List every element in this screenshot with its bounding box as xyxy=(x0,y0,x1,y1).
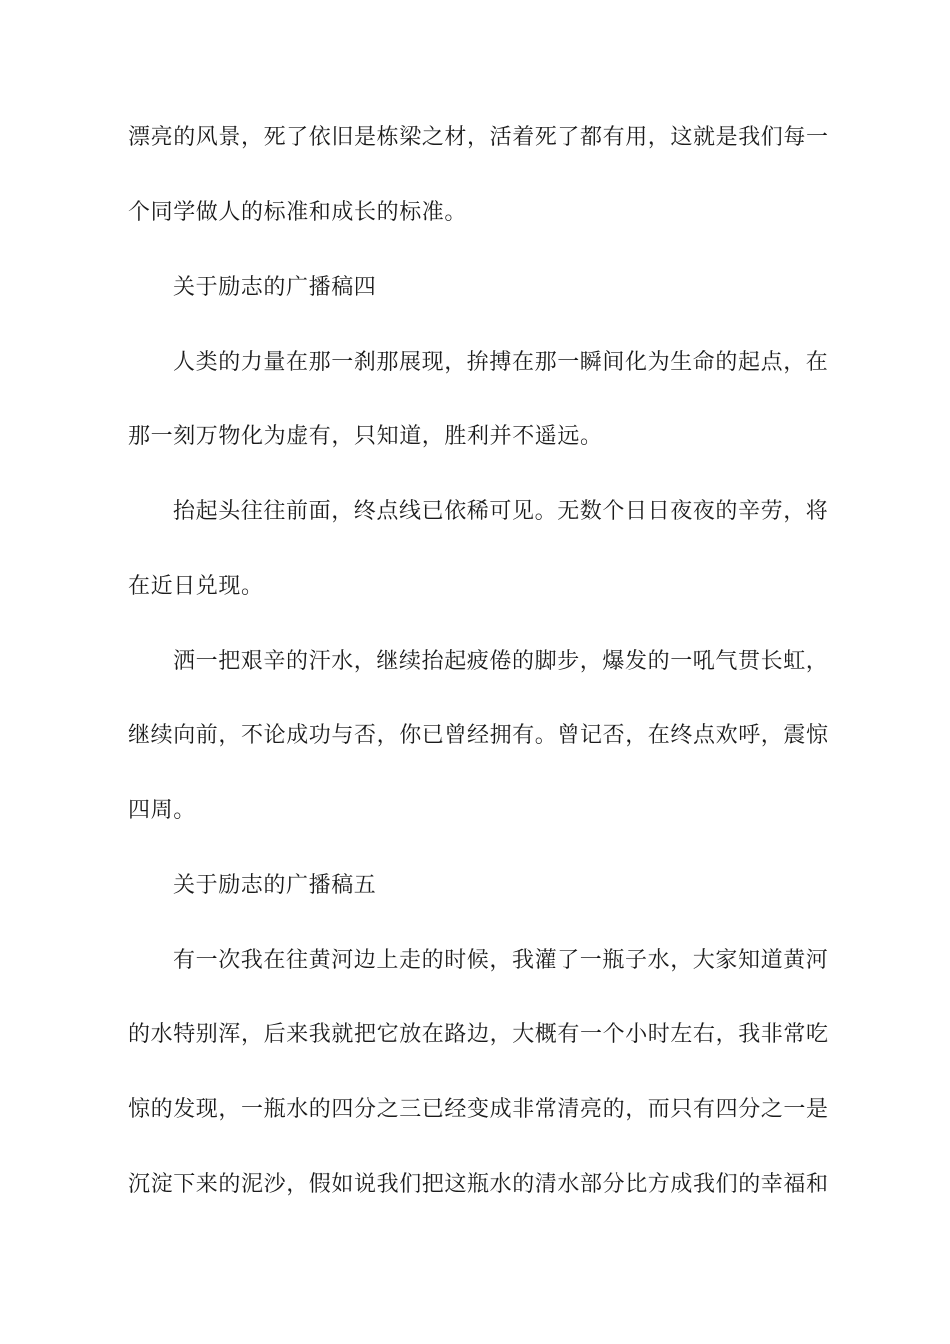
text-line: 四周。 xyxy=(128,798,196,823)
section-heading: 关于励志的广播稿四 xyxy=(173,275,377,300)
text-line: 在近日兑现。 xyxy=(128,574,264,599)
text-line: 个同学做人的标准和成长的标准。 xyxy=(128,200,468,225)
section-heading: 关于励志的广播稿五 xyxy=(173,873,377,898)
text-line: 漂亮的风景，死了依旧是栋梁之材，活着死了都有用，这就是我们每一 xyxy=(128,125,829,150)
text-line: 的水特别浑，后来我就把它放在路边，大概有一个小时左右，我非常吃 xyxy=(128,1022,829,1047)
text-line: 洒一把艰辛的汗水，继续抬起疲倦的脚步，爆发的一吼气贯长虹， xyxy=(173,649,829,674)
text-line: 继续向前，不论成功与否，你已曾经拥有。曾记否，在终点欢呼，震惊 xyxy=(128,723,829,748)
text-line: 有一次我在往黄河边上走的时候，我灌了一瓶子水，大家知道黄河 xyxy=(173,948,829,973)
text-line: 抬起头往往前面，终点线已依稀可见。无数个日日夜夜的辛劳，将 xyxy=(173,499,829,524)
text-line: 人类的力量在那一刹那展现，拚搏在那一瞬间化为生命的起点，在 xyxy=(173,350,829,375)
text-line: 沉淀下来的泥沙，假如说我们把这瓶水的清水部分比方成我们的幸福和 xyxy=(128,1172,829,1197)
text-line: 那一刻万物化为虚有，只知道，胜利并不遥远。 xyxy=(128,424,603,449)
text-line: 惊的发现，一瓶水的四分之三已经变成非常清亮的，而只有四分之一是 xyxy=(128,1097,829,1122)
